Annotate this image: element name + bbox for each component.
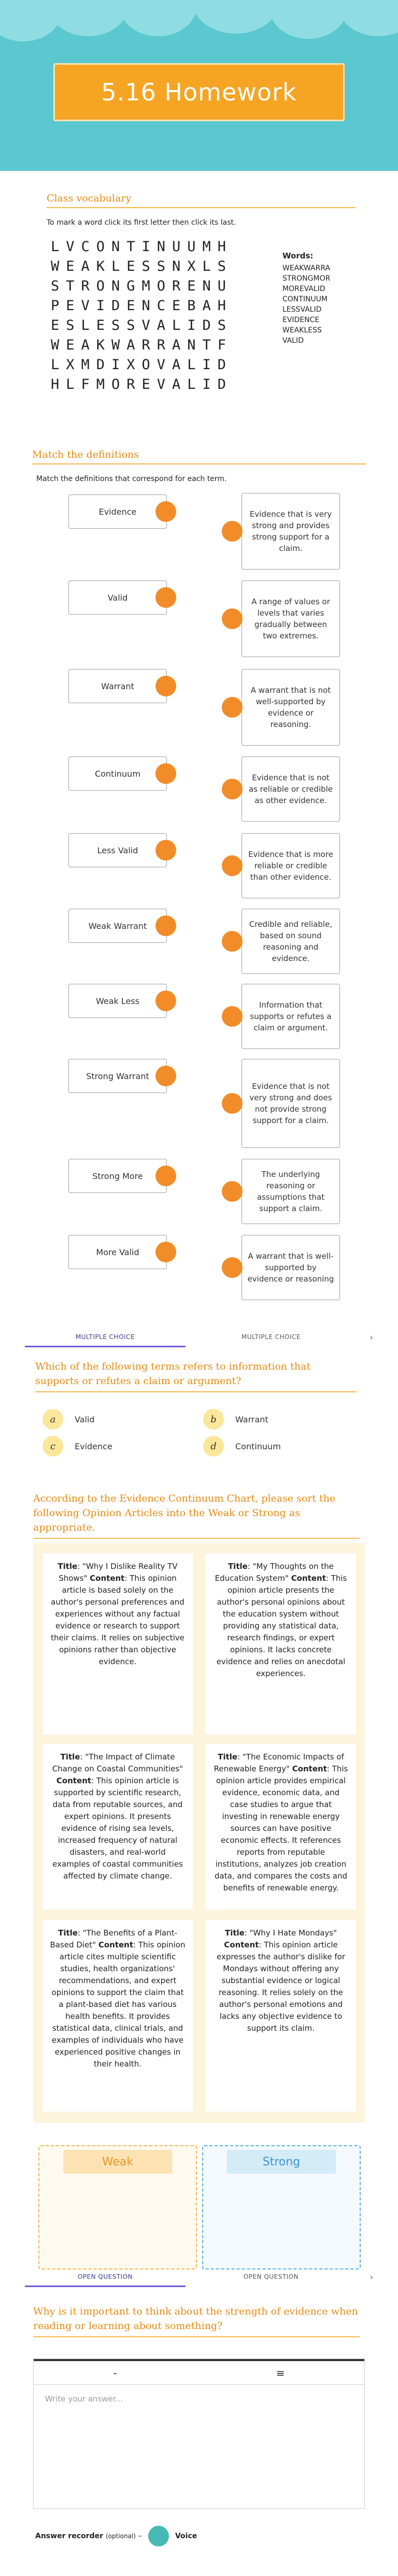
cloud-decoration (192, 0, 280, 34)
term-weak-less[interactable]: Weak Less (68, 984, 167, 1018)
definition-card[interactable]: Evidence that is more reliable or credible than other evidence. (241, 833, 340, 898)
microphone-icon[interactable] (148, 2526, 169, 2546)
match-connector-right[interactable] (222, 779, 243, 799)
match-connector-left[interactable] (155, 915, 176, 936)
recorder-label: Answer recorder (35, 2532, 103, 2540)
card-content-label: Content (98, 1940, 134, 1949)
word-item: STRONGMOR (282, 274, 331, 283)
card-title-label: Title (228, 1562, 248, 1571)
tab-underline (25, 1346, 186, 1347)
worksheet-title: 5.16 Homework (101, 78, 297, 106)
card-title: : "The Impact of Climate Change on Coastal Communities" (52, 1752, 183, 1773)
word-item: LESSVALID (282, 305, 322, 314)
match-connector-left[interactable] (155, 991, 176, 1011)
chevron-right-icon[interactable]: › (369, 2272, 373, 2282)
card-title: : "The Benefits of a Plant-Based Diet" (50, 1928, 177, 1949)
card-title-label: Title (60, 1752, 80, 1762)
match-connector-left[interactable] (155, 587, 176, 608)
vocabulary-section (25, 186, 373, 414)
definition-card[interactable]: The underlying reasoning or assumptions that support a claim. (241, 1159, 340, 1224)
card-content: : This opinion article is based solely on the author's personal preferences and experiences without any factual evidence or research to support their claims. It relies on subjective opinions rather than objective evidence. (51, 1574, 184, 1666)
open-question: Why is it important to think about the strength of evidence when reading or learning about something? (33, 2306, 358, 2332)
tab-multiple-choice-next[interactable]: MULTIPLE CHOICE (241, 1333, 301, 1341)
card-title-label: Title (218, 1752, 238, 1762)
mc-option-c[interactable] (42, 1436, 112, 1457)
divider (47, 207, 356, 208)
divider (33, 2336, 360, 2337)
match-connector-left[interactable] (155, 1066, 176, 1086)
matching-section (25, 443, 373, 1302)
definition-card[interactable]: Information that supports or refutes a claim or argument. (241, 984, 340, 1049)
match-connector-left[interactable] (155, 763, 176, 784)
word-item: CONTINUUM (282, 295, 328, 303)
match-connector-right[interactable] (222, 608, 243, 629)
opinion-card[interactable] (42, 1744, 193, 1910)
word-list (282, 251, 330, 346)
option-letter: c (42, 1436, 63, 1457)
term-warrant[interactable]: Warrant (68, 669, 167, 703)
list-icon[interactable]: ≡ (276, 2366, 285, 2379)
match-connector-left[interactable] (155, 676, 176, 696)
opinion-card[interactable] (206, 1744, 356, 1910)
worksheet-title-band (53, 63, 345, 121)
term-strong-more[interactable]: Strong More (68, 1159, 167, 1193)
definition-card[interactable]: A range of values or levels that varies gradually between two extremes. (241, 580, 340, 657)
match-connector-right[interactable] (222, 1181, 243, 1202)
divider (33, 1538, 360, 1539)
card-content-label: Content (291, 1574, 326, 1583)
tab-multiple-choice-current[interactable]: MULTIPLE CHOICE (75, 1333, 135, 1341)
recorder-voice[interactable]: Voice (175, 2532, 197, 2540)
option-letter: d (203, 1436, 224, 1457)
option-letter: b (203, 1409, 224, 1430)
divider (32, 463, 366, 464)
grid-row[interactable]: PEVIDENCEBAH (51, 298, 233, 314)
card-content: : This opinion article expresses the author's dislike for Mondays without offering any substantial evidence or logical reasoning. It relies solely on the author's personal emotions and lacks any objective evidence to support its claim. (216, 1940, 345, 2033)
word-search-grid[interactable] (51, 237, 233, 395)
grid-row[interactable]: LXMDIXOVALID (51, 357, 233, 373)
opinion-card[interactable] (206, 1553, 356, 1735)
match-connector-right[interactable] (222, 1006, 243, 1027)
opinion-card[interactable] (42, 1920, 193, 2112)
match-connector-left[interactable] (155, 501, 176, 522)
opinion-card[interactable] (206, 1920, 356, 2112)
sort-question: According to the Evidence Continuum Chart, please sort the following Opinion Articles into the Weak or Strong as appropriate. (33, 1493, 336, 1533)
open-question-block (33, 2304, 360, 2337)
card-title-label: Title (224, 1928, 245, 1938)
definition-card[interactable]: A warrant that is well-supported by evidence or reasoning (241, 1235, 340, 1300)
card-title-label: Title (58, 1928, 78, 1938)
grid-row[interactable]: ESLESSVALIDS (51, 317, 233, 333)
term-weak-warrant[interactable]: Weak Warrant (68, 909, 167, 943)
cloud-decoration (269, 0, 347, 39)
match-connector-right[interactable] (222, 1093, 243, 1114)
match-connector-left[interactable] (155, 1166, 176, 1186)
weak-label-banner: Weak (63, 2150, 172, 2174)
term-evidence[interactable]: Evidence (68, 494, 167, 529)
match-connector-right[interactable] (222, 697, 243, 718)
cloud-decoration (119, 0, 197, 36)
answer-recorder (35, 2525, 197, 2548)
strong-label-banner: Strong (227, 2150, 336, 2174)
match-connector-left[interactable] (155, 1242, 176, 1262)
definition-card[interactable]: A warrant that is not well-supported by evidence or reasoning. (241, 669, 340, 746)
definition-card[interactable]: Evidence that is not very strong and does not provide strong support for a claim. (241, 1059, 340, 1148)
card-content-label: Content (56, 1776, 92, 1785)
card-content: : This opinion article cites multiple scientific studies, health organizations' recommendations, and expert opinions to support the claim that a plant-based diet has various health benefits. It provides statistical data, clinical trials, and examples of individuals who have experienced positive changes in their health. (51, 1940, 186, 2069)
word-item: WEAKWARRA (282, 264, 331, 272)
match-connector-right[interactable] (222, 931, 243, 952)
match-connector-right[interactable] (222, 855, 243, 876)
tab-open-question-current[interactable]: OPEN QUESTION (77, 2273, 133, 2280)
mc-question: Which of the following terms refers to information that supports or refutes a claim or argument? (35, 1361, 311, 1387)
grid-row[interactable]: WEAKLESSNXLS (51, 258, 233, 274)
opinion-card[interactable] (42, 1553, 193, 1735)
recorder-dash: – (138, 2532, 142, 2540)
card-title: : "My Thoughts on the Education System" (215, 1562, 334, 1583)
vocabulary-instruction: To mark a word click its first letter then click its last. (47, 219, 236, 227)
chevron-right-icon[interactable]: › (369, 1332, 373, 1342)
term-valid[interactable]: Valid (68, 580, 167, 615)
grid-row[interactable]: HLFMOREVALID (51, 376, 233, 392)
word-item: VALID (282, 337, 304, 345)
definition-card[interactable]: Evidence that is not as reliable or credible as other evidence. (241, 756, 340, 822)
editor-toolbar (34, 2359, 364, 2385)
grid-row[interactable]: LVCONTINUUMH (51, 239, 233, 255)
multiple-choice-section (25, 1359, 373, 1458)
matching-title: Match the definitions (32, 449, 139, 460)
option-text: Valid (75, 1414, 95, 1424)
card-title: : "The Economic Impacts of Renewable Energy" (214, 1752, 344, 1773)
term-continuum[interactable]: Continuum (68, 756, 167, 791)
matching-instruction: Match the definitions that correspond for each term. (36, 475, 227, 483)
term-less-valid[interactable]: Less Valid (68, 833, 167, 867)
option-text: Continuum (235, 1441, 281, 1451)
card-content: : This opinion article is supported by scientific research, data from reputable sources, and expert opinions. It presents evidence of rising sea levels, increased frequency of natural disasters, and real-world examples of coastal communities affected by climate change. (52, 1776, 183, 1881)
word-item: WEAKLESS (282, 326, 322, 334)
card-title: : "Why I Hate Mondays" (244, 1928, 337, 1938)
card-title: : "Why I Dislike Reality TV Shows" (59, 1562, 178, 1583)
tab-open-question-next[interactable]: OPEN QUESTION (243, 2273, 299, 2280)
option-text: Evidence (75, 1441, 112, 1451)
answer-placeholder[interactable]: Write your answer... (45, 2394, 123, 2404)
tab-underline (25, 2286, 186, 2287)
match-connector-right[interactable] (222, 1257, 243, 1278)
card-content: : This opinion article presents the author's personal opinions about the education system without providing any statistical data, research findings, or expert opinions. It lacks concrete evidence and relies on anecdotal experiences. (216, 1574, 347, 1678)
cloud-decoration (47, 0, 130, 36)
header-banner (0, 0, 398, 171)
term-strong-warrant[interactable]: Strong Warrant (68, 1059, 167, 1093)
mc-option-b[interactable] (203, 1409, 268, 1430)
sort-question-block (33, 1491, 360, 1539)
definition-card[interactable]: Credible and reliable, based on sound reasoning and evidence. (241, 909, 340, 974)
term-more-valid[interactable]: More Valid (68, 1235, 167, 1269)
cloud-decoration (337, 0, 398, 36)
answer-editor[interactable] (33, 2359, 365, 2509)
grid-row[interactable]: STRONGMORENU (51, 278, 233, 294)
mc-option-d[interactable] (203, 1436, 281, 1457)
word-item: MOREVALID (282, 285, 325, 293)
grid-row[interactable]: WEAKWARRANTF (51, 337, 233, 353)
card-content: : This opinion article provides empirical evidence, economic data, and case studies to argue that investing in renewable energy sources can have positive economic effects. It references reports from reputable institutions, analyzes job creation data, and compares the costs and benefits of renewable energy. (214, 1764, 348, 1893)
vocabulary-title: Class vocabulary (47, 193, 132, 204)
card-content-label: Content (90, 1574, 125, 1583)
word-item: EVIDENCE (282, 316, 320, 324)
option-text: Warrant (235, 1414, 268, 1424)
mc-option-a[interactable] (42, 1409, 95, 1430)
card-title-label: Title (58, 1562, 78, 1571)
match-connector-left[interactable] (155, 840, 176, 861)
recorder-optional: (optional) (105, 2533, 136, 2540)
minus-icon[interactable]: - (113, 2366, 117, 2379)
question-tabbar (25, 2268, 373, 2289)
option-letter: a (42, 1409, 63, 1430)
card-content-label: Content (292, 1764, 327, 1773)
match-connector-right[interactable] (222, 521, 243, 542)
question-tabbar (25, 1328, 373, 1349)
divider (35, 1391, 357, 1392)
card-content-label: Content (224, 1940, 259, 1949)
word-list-title: Words: (282, 251, 314, 260)
definition-card[interactable]: Evidence that is very strong and provides strong support for a claim. (241, 493, 340, 570)
